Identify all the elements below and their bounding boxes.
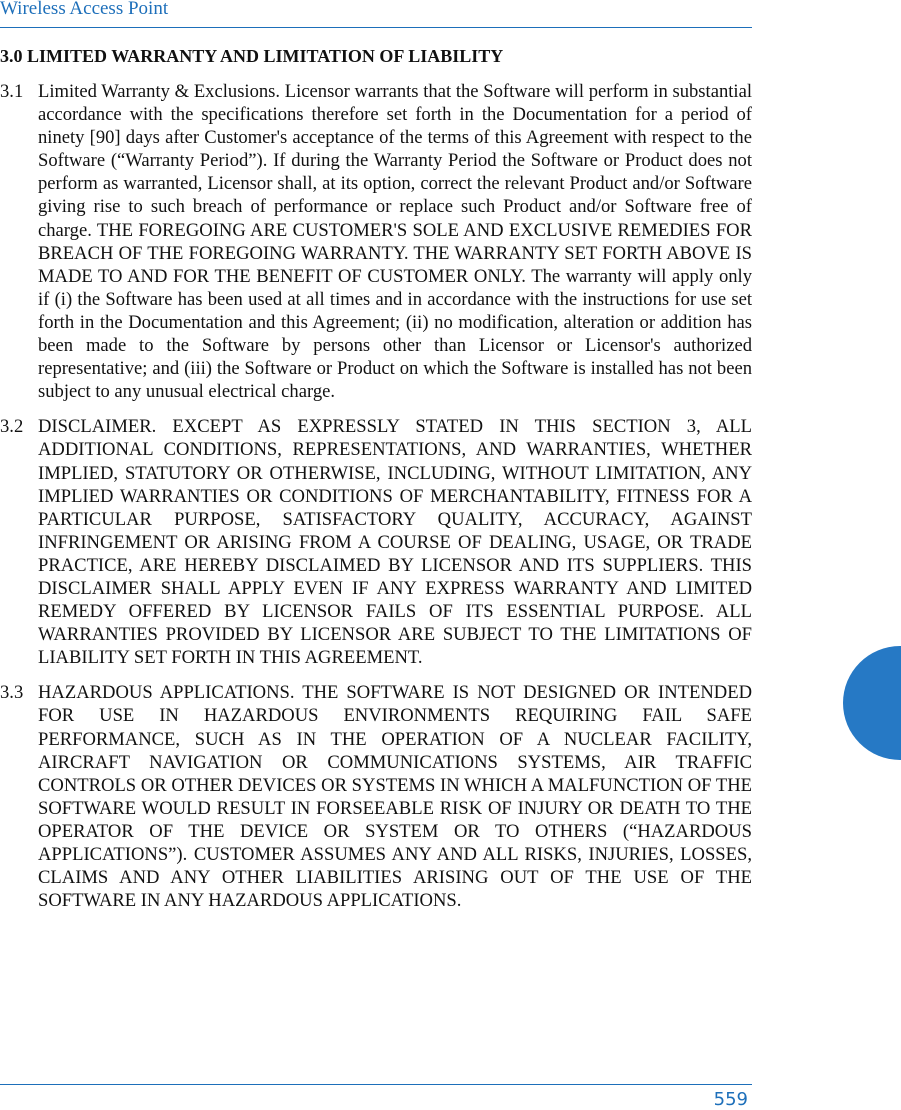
clause-text: HAZARDOUS APPLICATIONS. THE SOFTWARE IS NOT DESIGNED OR INTENDED FOR USE IN HAZARDOUS ENVIRONMENTS REQUIRING FAIL SAFE PERFORMANCE, SUCH AS IN THE OPERATION OF A NUCLEAR FACILITY, AIRCRAFT NAVIGATION OR COMMUNICATIONS SYSTEMS, AIR TRAFFIC CONTROLS OR OTHER DEVICES OR SYSTEMS IN WHICH A MALFUNCTION OF THE SOFTWARE WOULD RESULT IN FORSEEABLE RISK OF INJURY OR DEATH TO THE OPERATOR OF THE DEVICE OR SYSTEM OR TO OTHERS (“HAZARDOUS APPLICATIONS”). CUSTOMER ASSUMES ANY AND ALL RISKS, INJURIES, LOSSES, CLAIMS AND ANY OTHER LIABILITIES ARISING OUT OF THE USE OF THE SOFTWARE IN ANY HAZARDOUS APPLICATIONS. [38, 682, 752, 912]
clause-text: Limited Warranty & Exclusions. Licensor warrants that the Software will perform in substantial accordance with the specifications therefore set forth in the Documentation for a period of ninety [90] days after Customer's acceptance of the terms of this Agreement with respect to the Software (“Warranty Period”). If during the Warranty Period the Software or Product does not perform as warranted, Licensor shall, at its option, correct the relevant Product and/or Software giving rise to such breach of performance or replace such Product and/or Software free of charge. THE FOREGOING ARE CUSTOMER'S SOLE AND EXCLUSIVE REMEDIES FOR BREACH OF THE FOREGOING WARRANTY. THE WARRANTY SET FORTH ABOVE IS MADE TO AND FOR THE BENEFIT OF CUSTOMER ONLY. The warranty will apply only if (i) the Software has been used at all times and in accordance with the instructions for use set forth in the Documentation and this Agreement; (ii) no modification, alteration or addition has been made to the Software by persons other than Licensor or Licensor's authorized representative; and (iii) the Software or Product on which the Software is installed has not been subject to any unusual electrical charge. [38, 81, 752, 403]
running-header-title: Wireless Access Point [0, 0, 169, 19]
clause-3-1 [0, 80, 752, 403]
clause-3-3 [0, 681, 752, 912]
clause-number: 3.2 [0, 416, 24, 438]
section-heading: 3.0 LIMITED WARRANTY AND LIMITATION OF LIABILITY [0, 46, 504, 66]
chapter-tab-marker [843, 646, 901, 760]
clause-text: DISCLAIMER. EXCEPT AS EXPRESSLY STATED IN THIS SECTION 3, ALL ADDITIONAL CONDITIONS, REPRESENTATIONS, AND WARRANTIES, WHETHER IMPLIED, STATUTORY OR OTHERWISE, INCLUDING, WITHOUT LIMITATION, ANY IMPLIED WARRANTIES OR CONDITIONS OF MERCHANTABILITY, FITNESS FOR A PARTICULAR PURPOSE, SATISFACTORY QUALITY, ACCURACY, AGAINST INFRINGEMENT OR ARISING FROM A COURSE OF DEALING, USAGE, OR TRADE PRACTICE, ARE HEREBY DISCLAIMED BY LICENSOR AND ITS SUPPLIERS. THIS DISCLAIMER SHALL APPLY EVEN IF ANY EXPRESS WARRANTY AND LIMITED REMEDY OFFERED BY LICENSOR FAILS OF ITS ESSENTIAL PURPOSE. ALL WARRANTIES PROVIDED BY LICENSOR ARE SUBJECT TO THE LIMITATIONS OF LIABILITY SET FORTH IN THIS AGREEMENT. [38, 416, 752, 669]
clause-number: 3.1 [0, 81, 24, 102]
clause-3-2 [0, 415, 752, 669]
clause-number: 3.3 [0, 682, 24, 704]
footer-divider [0, 1084, 752, 1085]
header-divider [0, 27, 752, 28]
document-body [0, 45, 752, 924]
page-number: 559 [713, 1089, 748, 1110]
